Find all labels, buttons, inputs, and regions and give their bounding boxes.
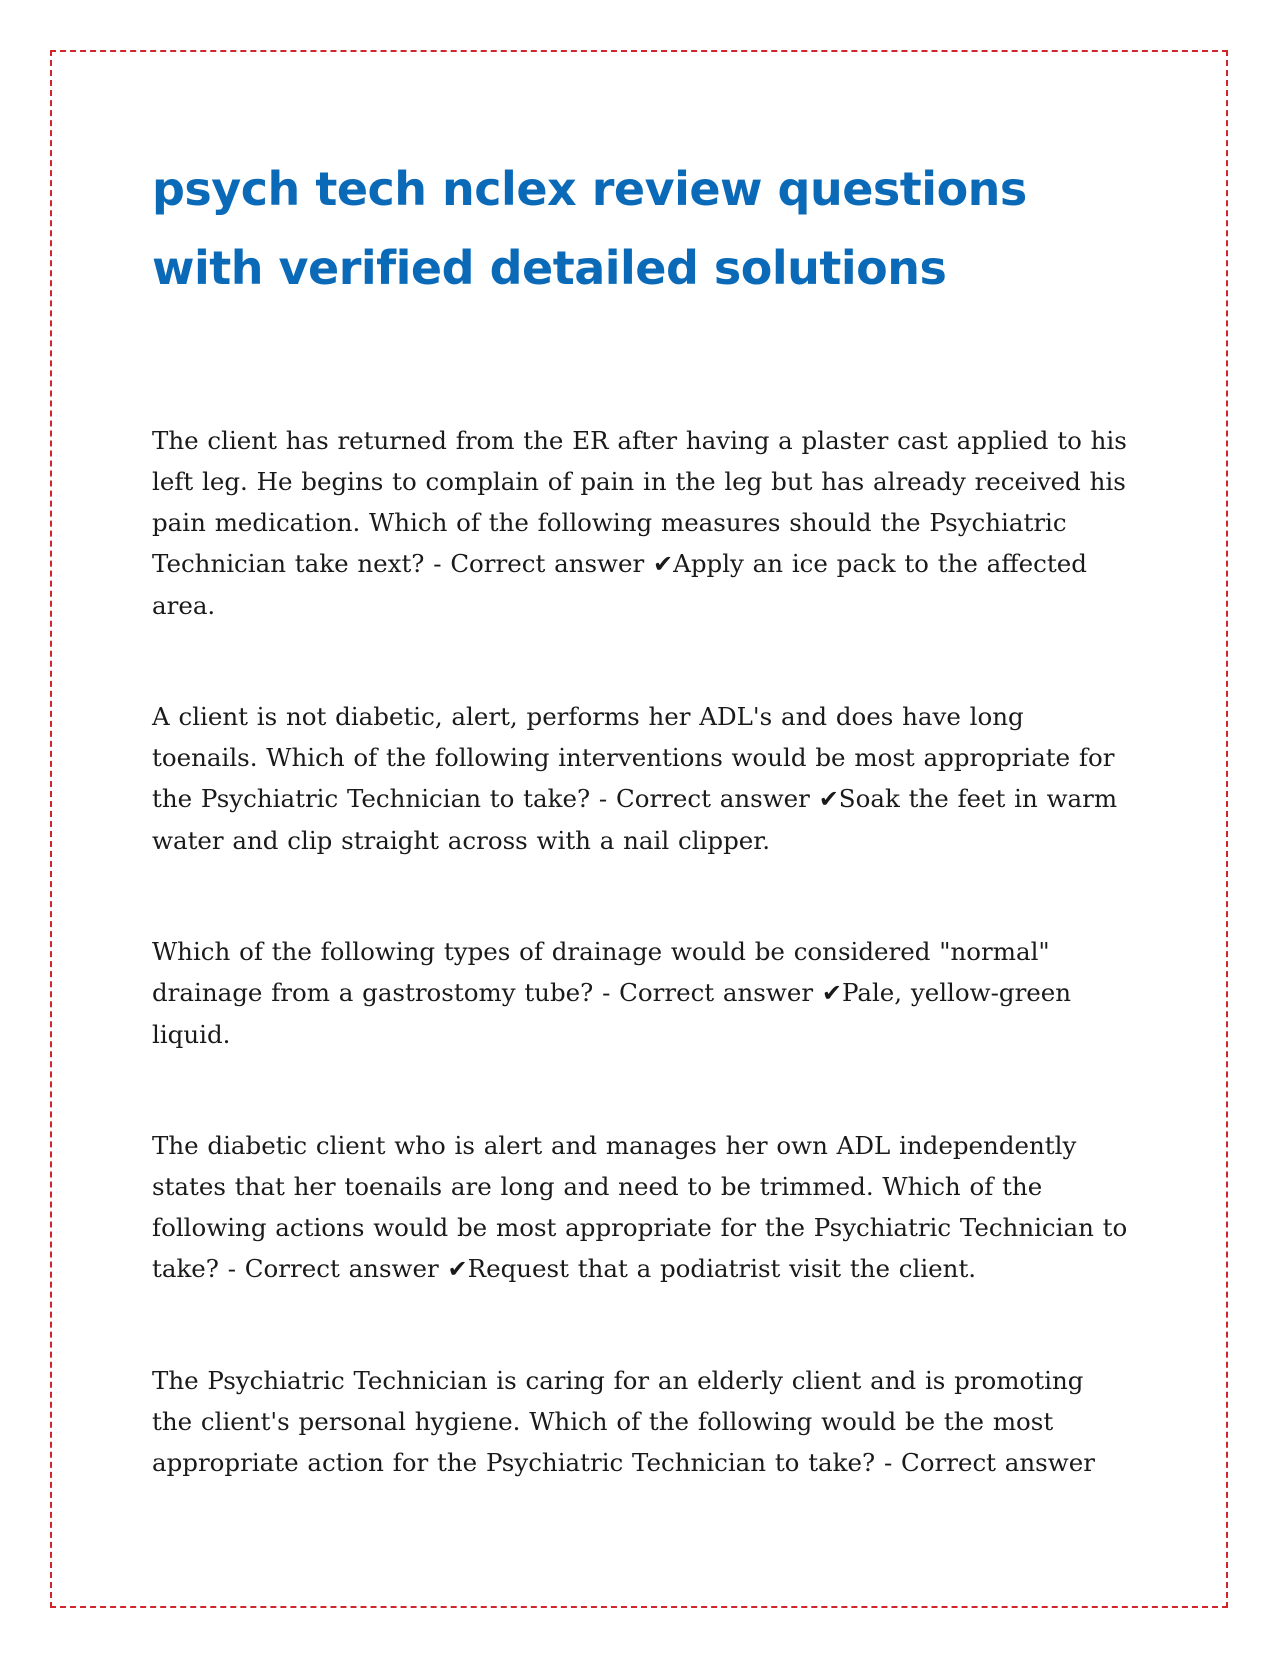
answer-text: Pale, yellow-green liquid.: [152, 978, 1072, 1049]
qa-item: [152, 696, 1132, 861]
qa-item: [152, 1360, 1132, 1483]
answer-prefix: - Correct answer: [227, 1254, 439, 1283]
qa-list: [152, 420, 1132, 1483]
check-mark-icon: ✔: [447, 1255, 468, 1283]
answer-prefix: - Correct answer: [883, 1448, 1095, 1477]
check-mark-icon: ✔: [821, 979, 842, 1007]
question-text: Which of the following types of drainage would be considered "normal" drainage from a gastrostomy tube?: [152, 937, 1050, 1007]
answer-prefix: - Correct answer: [602, 978, 814, 1007]
question-text: A client is not diabetic, alert, performs her ADL's and does have long toenails. Which of the following interventions would be most appropriate for the Psychiatric Technician to take?: [152, 702, 1115, 813]
question-text: The diabetic client who is alert and manages her own ADL independently states that her toenails are long and need to be trimmed. Which of the following actions would be most appropriate for the Psychiatric Technician to take?: [152, 1131, 1128, 1283]
answer-text: Request that a podiatrist visit the client.: [467, 1254, 977, 1283]
answer-prefix: - Correct answer: [598, 784, 810, 813]
check-mark-icon: ✔: [653, 550, 674, 578]
answer-prefix: - Correct answer: [433, 549, 645, 578]
answer-text: Apply an ice pack to the affected area.: [152, 549, 1087, 620]
question-text: The Psychiatric Technician is caring for an elderly client and is promoting the client's personal hygiene. Which of the following would be the most appropriate action for the Psychiatric Technician to take?: [152, 1366, 1084, 1477]
answer-text: Soak the feet in warm water and clip straight across with a nail clipper.: [152, 784, 1118, 855]
document-title: psych tech nclex review questions with verified detailed solutions: [152, 162, 1027, 295]
qa-item: [152, 931, 1132, 1055]
check-mark-icon: ✔: [818, 785, 839, 813]
question-text: The client has returned from the ER after having a plaster cast applied to his left leg. He begins to complain of pain in the leg but has already received his pain medication. Which of the following measures should the Psychiatric Technician take next?: [152, 426, 1127, 578]
document-content: [152, 150, 1132, 1553]
qa-item: [152, 420, 1132, 626]
qa-item: [152, 1125, 1132, 1290]
